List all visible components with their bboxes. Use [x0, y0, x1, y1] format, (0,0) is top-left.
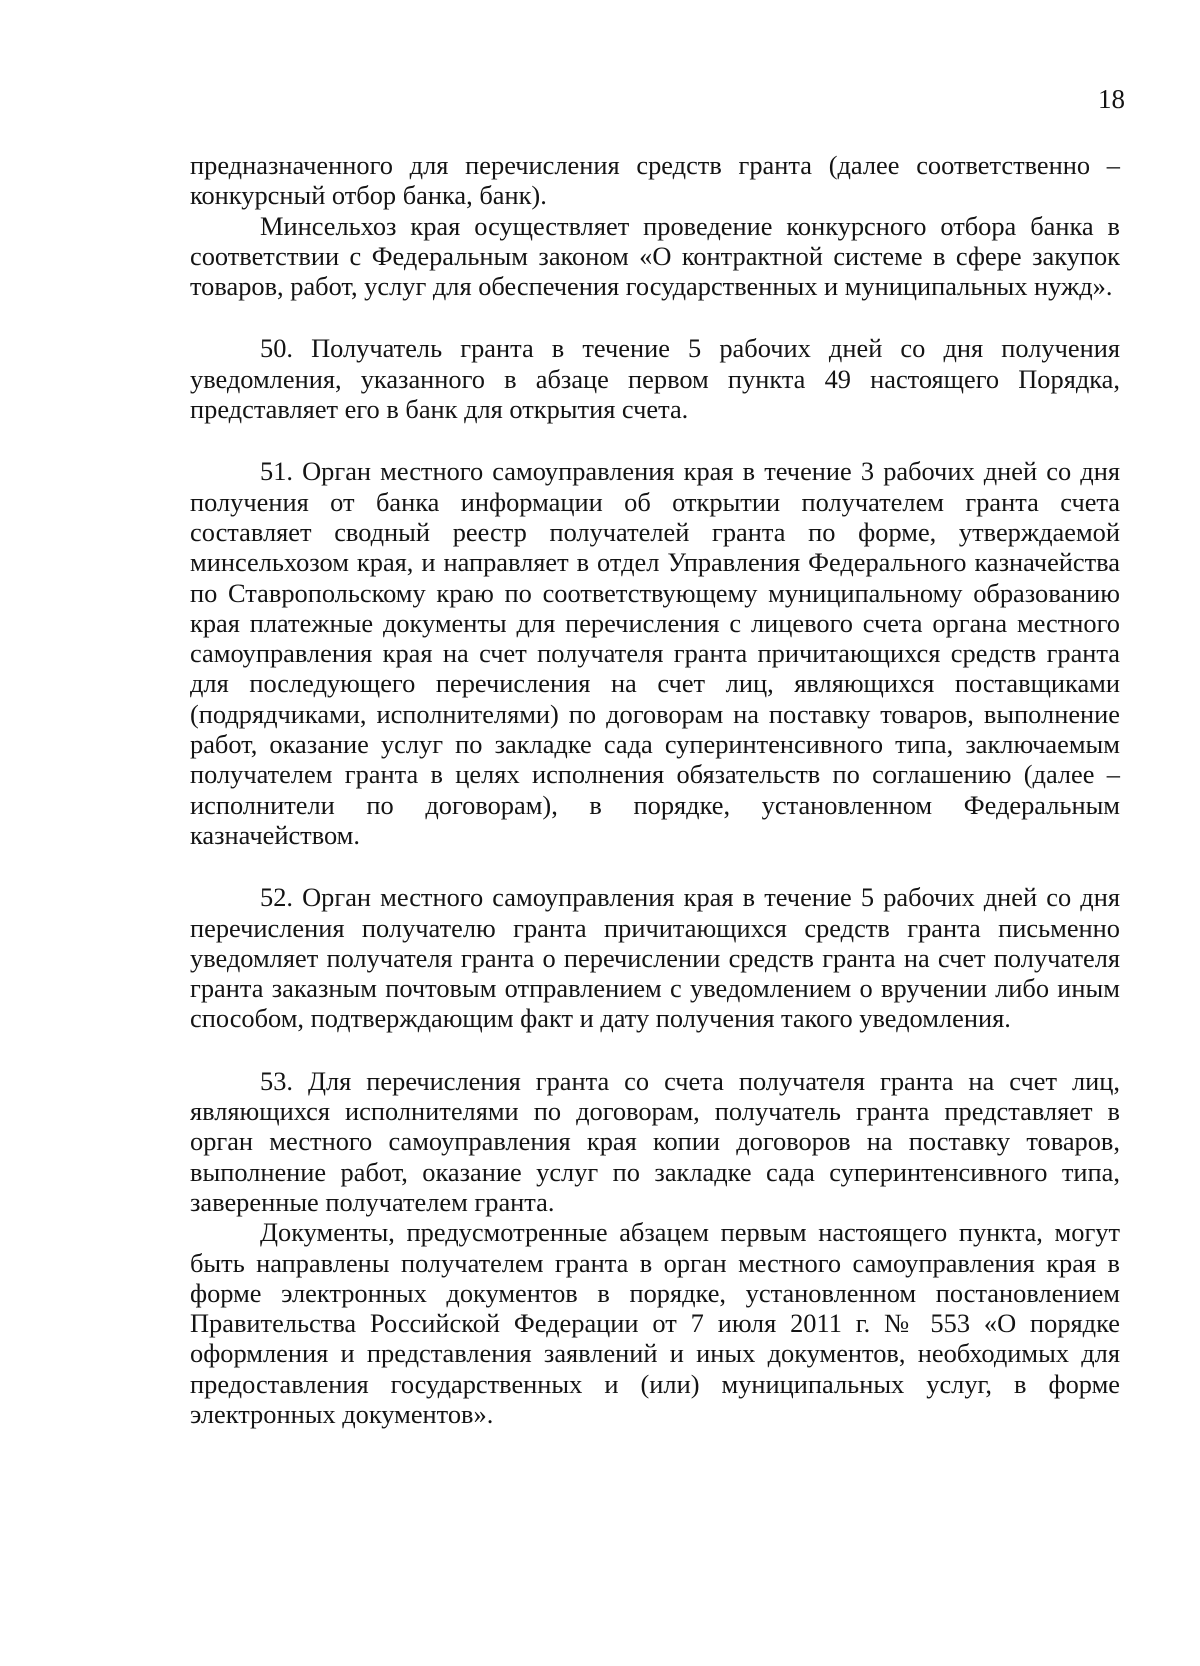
paragraph-item-51: 51. Орган местного самоуправления края в течение 3 рабочих дней со дня получения от банка информации об открытии получателем гранта счета составляет сводный реестр получателей гранта по форме, утверждаемой минсельхозом края, и направляет в отдел Управления Федерального казначейства по Ставропольскому краю по соответствующему муниципальному образованию края платежные документы для перечисления с лицевого счета органа местного самоуправления края на счет получателя гранта причитающихся средств гранта для последующего перечисления на счет лиц, являющихся поставщиками (подрядчиками, исполнителями) по договорам на поставку товаров, выполнение работ, оказание услуг по закладке сада суперинтенсивного типа, заключаемым получателем гранта в целях исполнения обязательств по соглашению (далее – исполнители по договорам), в порядке, установленном Федеральным казначейством.	[190, 456, 1120, 850]
page-number: 18	[1098, 84, 1125, 114]
paragraph-item-53: 53. Для перечисления гранта со счета получателя гранта на счет лиц, являющихся исполнителями по договорам, получатель гранта представляет в орган местного самоуправления края копии договоров на поставку товаров, выполнение работ, оказание услуг по закладке сада суперинтенсивного типа, заверенные получателем гранта.	[190, 1065, 1120, 1217]
document-body	[190, 150, 1120, 1429]
paragraph-item-52: 52. Орган местного самоуправления края в течение 5 рабочих дней со дня перечисления получателю гранта причитающихся средств гранта письменно уведомляет получателя гранта о перечислении средств гранта на счет получателя гранта заказным почтовым отправлением с уведомлением о вручении либо иным способом, подтверждающим факт и дату получения такого уведомления.	[190, 882, 1120, 1034]
paragraph-continuation: предназначенного для перечисления средств гранта (далее соответственно – конкурсный отбор банка, банк).	[190, 150, 1120, 211]
paragraph-item-50: 50. Получатель гранта в течение 5 рабочих дней со дня получения уведомления, указанного в абзаце первом пункта 49 настоящего Порядка, представляет его в банк для открытия счета.	[190, 333, 1120, 425]
paragraph-item-53-documents: Документы, предусмотренные абзацем первым настоящего пункта, могут быть направлены получателем гранта в орган местного самоуправления края в форме электронных документов в порядке, установленном постановлением Правительства Российской Федерации от 7 июля 2011 г. № 553 «О порядке оформления и представления заявлений и иных документов, необходимых для предоставления государственных и (или) муниципальных услуг, в форме электронных документов».	[190, 1217, 1120, 1429]
paragraph-ministry-bank-selection: Минсельхоз края осуществляет проведение конкурсного отбора банка в соответствии с Федеральным законом «О контрактной системе в сфере закупок товаров, работ, услуг для обеспечения государственных и муниципальных нужд».	[190, 210, 1120, 302]
